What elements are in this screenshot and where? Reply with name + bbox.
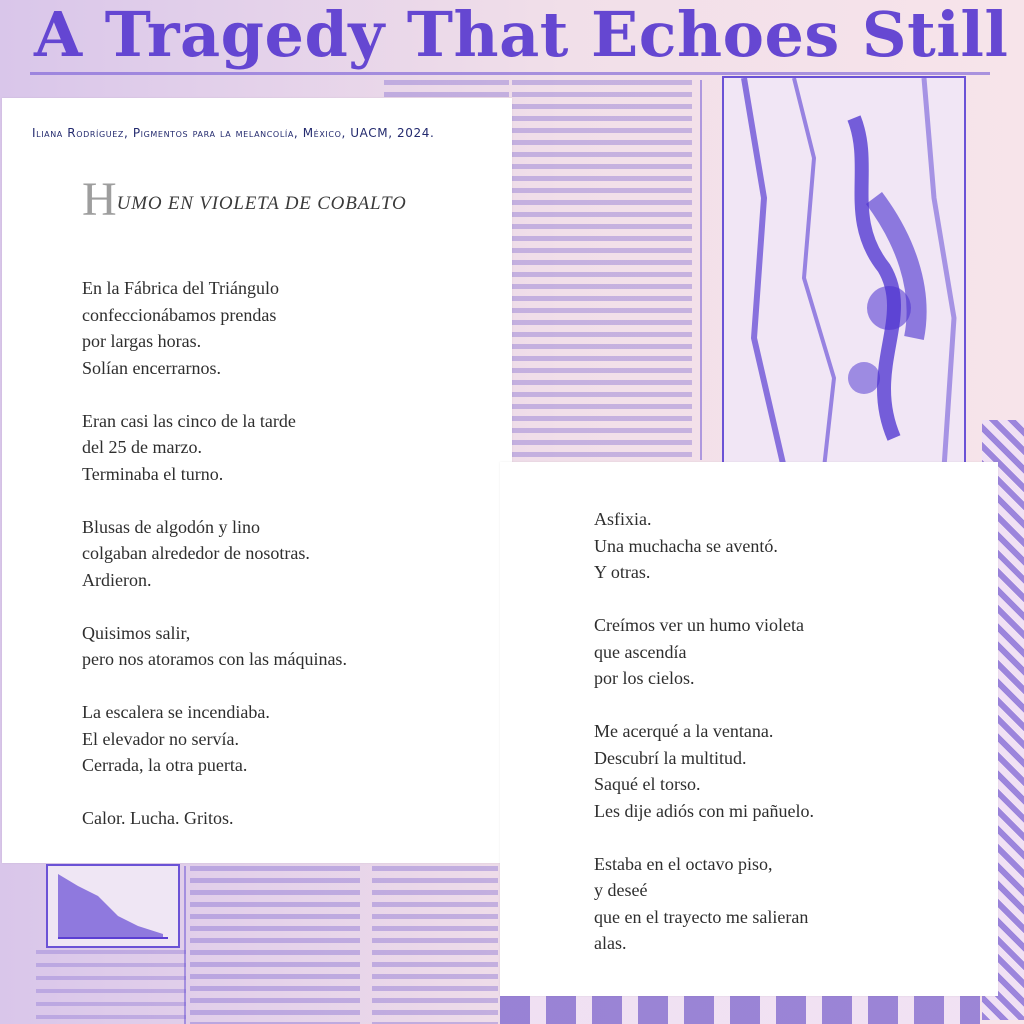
poem-line: alas. bbox=[594, 933, 627, 953]
newspaper-text-column bbox=[372, 866, 498, 1024]
newspaper-mini-chart bbox=[46, 864, 180, 948]
poem-line: La escalera se incendiaba. bbox=[82, 702, 270, 722]
citation-line: Iliana Rodríguez, Pigmentos para la melancolía, México, UACM, 2024. bbox=[32, 126, 435, 140]
column-divider bbox=[184, 866, 186, 1024]
poem-line: que ascendía bbox=[594, 641, 687, 662]
newspaper-bottom-strip bbox=[500, 992, 980, 1024]
poem-stanza bbox=[594, 612, 984, 692]
poem-line: Cerrada, la otra puerta. bbox=[82, 755, 248, 775]
fire-photo-illustration bbox=[724, 78, 964, 468]
poem-line: Terminaba el turno. bbox=[82, 463, 224, 484]
poem-line: Asfixia. bbox=[594, 509, 652, 529]
poem-line: Estaba en el octavo piso, bbox=[594, 853, 773, 874]
poem-line: Me acerqué a la ventana. bbox=[594, 721, 774, 741]
poem-stanza bbox=[594, 851, 984, 957]
newspaper-headline: A Tragedy That Echoes Still bbox=[34, 0, 1009, 71]
poem-line: Descubrí la multitud. bbox=[594, 747, 747, 768]
poem-line: del 25 de marzo. bbox=[82, 437, 202, 457]
poem-stanza bbox=[82, 408, 502, 488]
newspaper-text-column bbox=[36, 950, 186, 1024]
poem-line: que en el trayecto me salieran bbox=[594, 906, 809, 927]
poem-stanza bbox=[82, 805, 502, 832]
poem-stanza bbox=[82, 275, 502, 381]
poem-line: Saqué el torso. bbox=[594, 774, 701, 794]
poem-line: confeccionábamos prendas bbox=[82, 304, 277, 325]
poem-stanza bbox=[594, 718, 984, 824]
poem-line: Ardieron. bbox=[82, 569, 152, 590]
poem-line: Calor. Lucha. Gritos. bbox=[82, 808, 234, 828]
poem-line: Una muchacha se aventó. bbox=[594, 535, 778, 556]
poem-line: Blusas de algodón y lino bbox=[82, 516, 260, 537]
headline-rule bbox=[30, 72, 990, 75]
poem-line: y deseé bbox=[594, 880, 648, 900]
column-divider bbox=[700, 80, 702, 460]
poem-line: Quisimos salir, bbox=[82, 622, 191, 643]
poem-stanzas-first bbox=[82, 275, 502, 858]
poem-line: colgaban alrededor de nosotras. bbox=[82, 543, 310, 563]
poem-line: El elevador no servía. bbox=[82, 728, 239, 749]
poem-stanza bbox=[82, 620, 502, 673]
newspaper-text-column bbox=[190, 866, 360, 1024]
poem-line: Eran casi las cinco de la tarde bbox=[82, 410, 296, 431]
poem-stanzas-second bbox=[594, 506, 984, 983]
poem-title-rest: UMO EN VIOLETA DE COBALTO bbox=[116, 193, 407, 214]
poem-stanza bbox=[82, 514, 502, 594]
poem-line: por largas horas. bbox=[82, 331, 202, 351]
poem-line: Y otras. bbox=[594, 562, 651, 582]
poem-title-initial: H bbox=[82, 173, 117, 226]
poem-line: Solían encerrarnos. bbox=[82, 357, 221, 378]
newspaper-text-column bbox=[512, 80, 692, 460]
poem-line: Creímos ver un humo violeta bbox=[594, 615, 804, 635]
poem-line: Les dije adiós con mi pañuelo. bbox=[594, 800, 814, 821]
poem-title bbox=[82, 173, 407, 226]
poem-line: por los cielos. bbox=[594, 668, 695, 688]
poem-stanza bbox=[82, 699, 502, 779]
poem-line: En la Fábrica del Triángulo bbox=[82, 278, 279, 298]
poem-line: pero nos atoramos con las máquinas. bbox=[82, 649, 347, 669]
newspaper-photo bbox=[722, 76, 966, 470]
poem-stanza bbox=[594, 506, 984, 586]
mini-chart-graphic bbox=[48, 866, 178, 946]
newspaper-text-column bbox=[384, 80, 509, 100]
